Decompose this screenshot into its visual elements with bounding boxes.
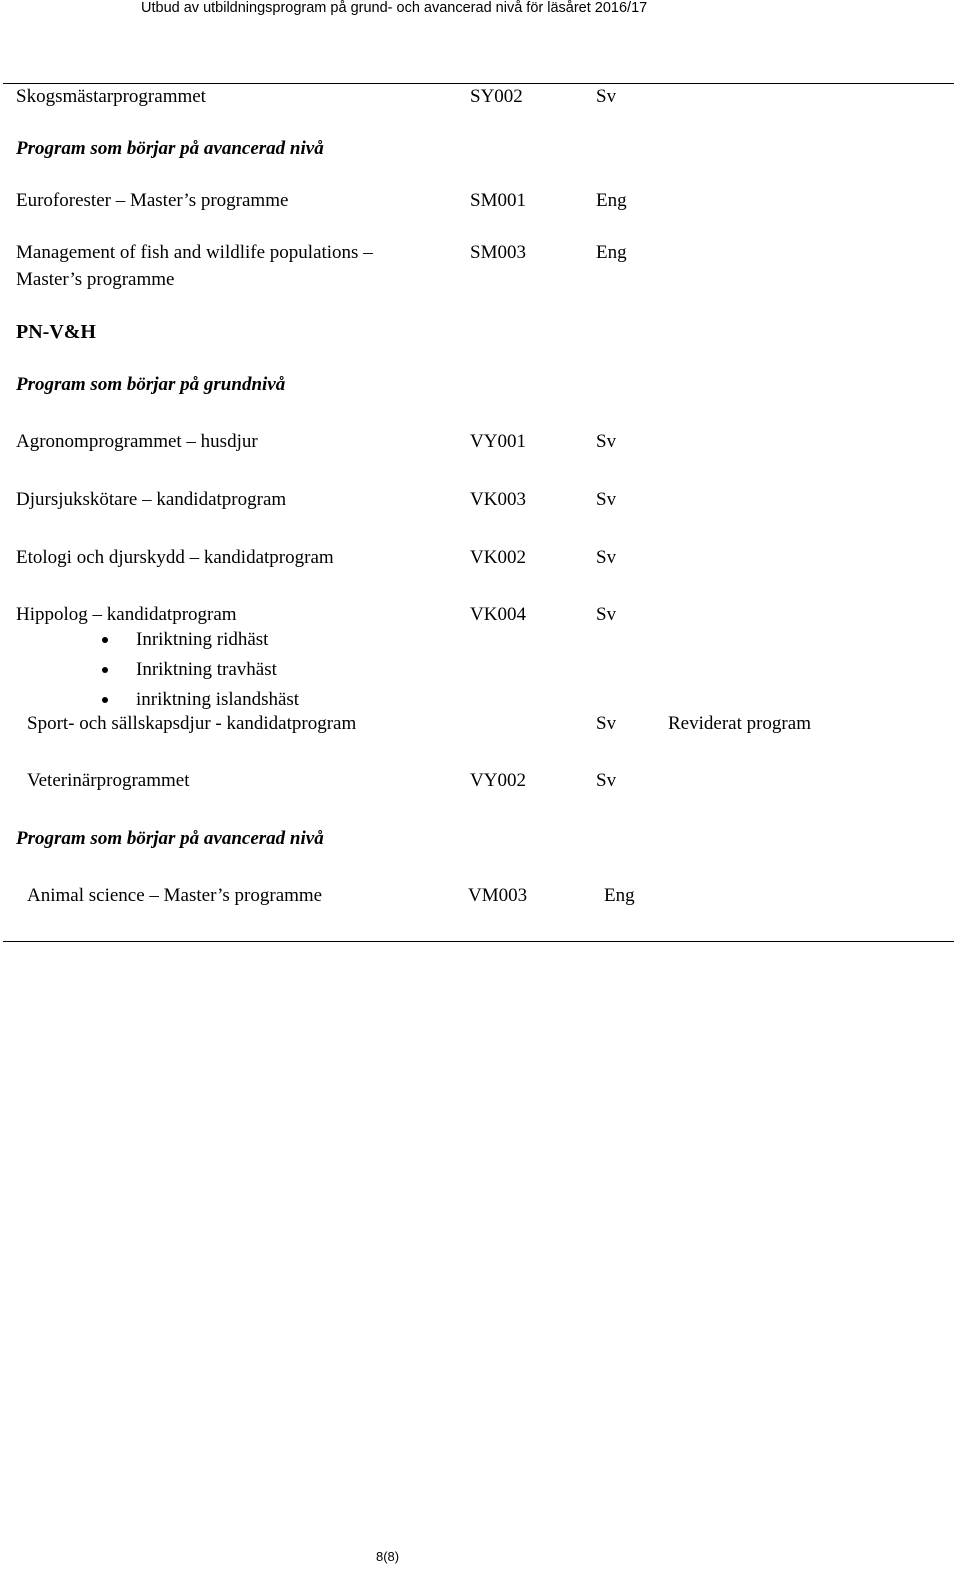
program-code: SM001 xyxy=(470,190,526,211)
program-name: Skogsmästarprogrammet xyxy=(16,86,206,107)
program-language: Sv xyxy=(596,547,617,568)
program-name: Euroforester – Master’s programme xyxy=(16,190,289,211)
bullet-icon xyxy=(102,637,108,643)
program-code: VY002 xyxy=(470,770,526,791)
page-header-title: Utbud av utbildningsprogram på grund- och avancerad nivå för läsåret 2016/17 xyxy=(141,0,648,16)
program-code: VK004 xyxy=(470,604,526,625)
subheading-advanced-level: Program som börjar på avancerad nivå xyxy=(16,138,324,159)
program-name: Animal science – Master’s programme xyxy=(27,885,323,906)
bottom-divider xyxy=(3,941,954,942)
specialization-item: Inriktning ridhäst xyxy=(136,629,269,650)
program-language: Eng xyxy=(596,190,627,211)
program-name: Djursjukskötare – kandidatprogram xyxy=(16,489,287,510)
program-language: Eng xyxy=(596,242,627,263)
bullet-icon xyxy=(102,697,108,703)
program-name: Hippolog – kandidatprogram xyxy=(16,604,237,625)
program-code: SY002 xyxy=(470,86,523,107)
program-language: Sv xyxy=(596,713,617,734)
program-code: VK002 xyxy=(470,547,526,568)
page-number: 8(8) xyxy=(376,1549,400,1564)
program-name-line2: Master’s programme xyxy=(16,269,175,290)
section-title: PN-V&H xyxy=(16,321,96,343)
program-code: VK003 xyxy=(470,489,526,510)
program-language: Sv xyxy=(596,604,617,625)
subheading-advanced-level: Program som börjar på avancerad nivå xyxy=(16,828,324,849)
program-language: Sv xyxy=(596,489,617,510)
program-name-line1: Management of fish and wildlife populations – xyxy=(16,242,373,263)
program-code: VM003 xyxy=(468,885,528,906)
program-language: Sv xyxy=(596,431,617,452)
program-note: Reviderat program xyxy=(668,713,811,734)
program-name: Sport- och sällskapsdjur - kandidatprogram xyxy=(27,713,357,734)
top-divider xyxy=(3,83,954,84)
program-language: Sv xyxy=(596,86,617,107)
subheading-basic-level: Program som börjar på grundnivå xyxy=(16,374,286,395)
program-name: Etologi och djurskydd – kandidatprogram xyxy=(16,547,334,568)
specialization-item: Inriktning travhäst xyxy=(136,659,277,680)
program-code: SM003 xyxy=(470,242,526,263)
program-language: Eng xyxy=(604,885,635,906)
program-name: Agronomprogrammet – husdjur xyxy=(16,431,258,452)
program-code: VY001 xyxy=(470,431,526,452)
bullet-icon xyxy=(102,667,108,673)
program-language: Sv xyxy=(596,770,617,791)
program-name: Veterinärprogrammet xyxy=(27,770,190,791)
specialization-item: inriktning islandshäst xyxy=(136,689,300,710)
